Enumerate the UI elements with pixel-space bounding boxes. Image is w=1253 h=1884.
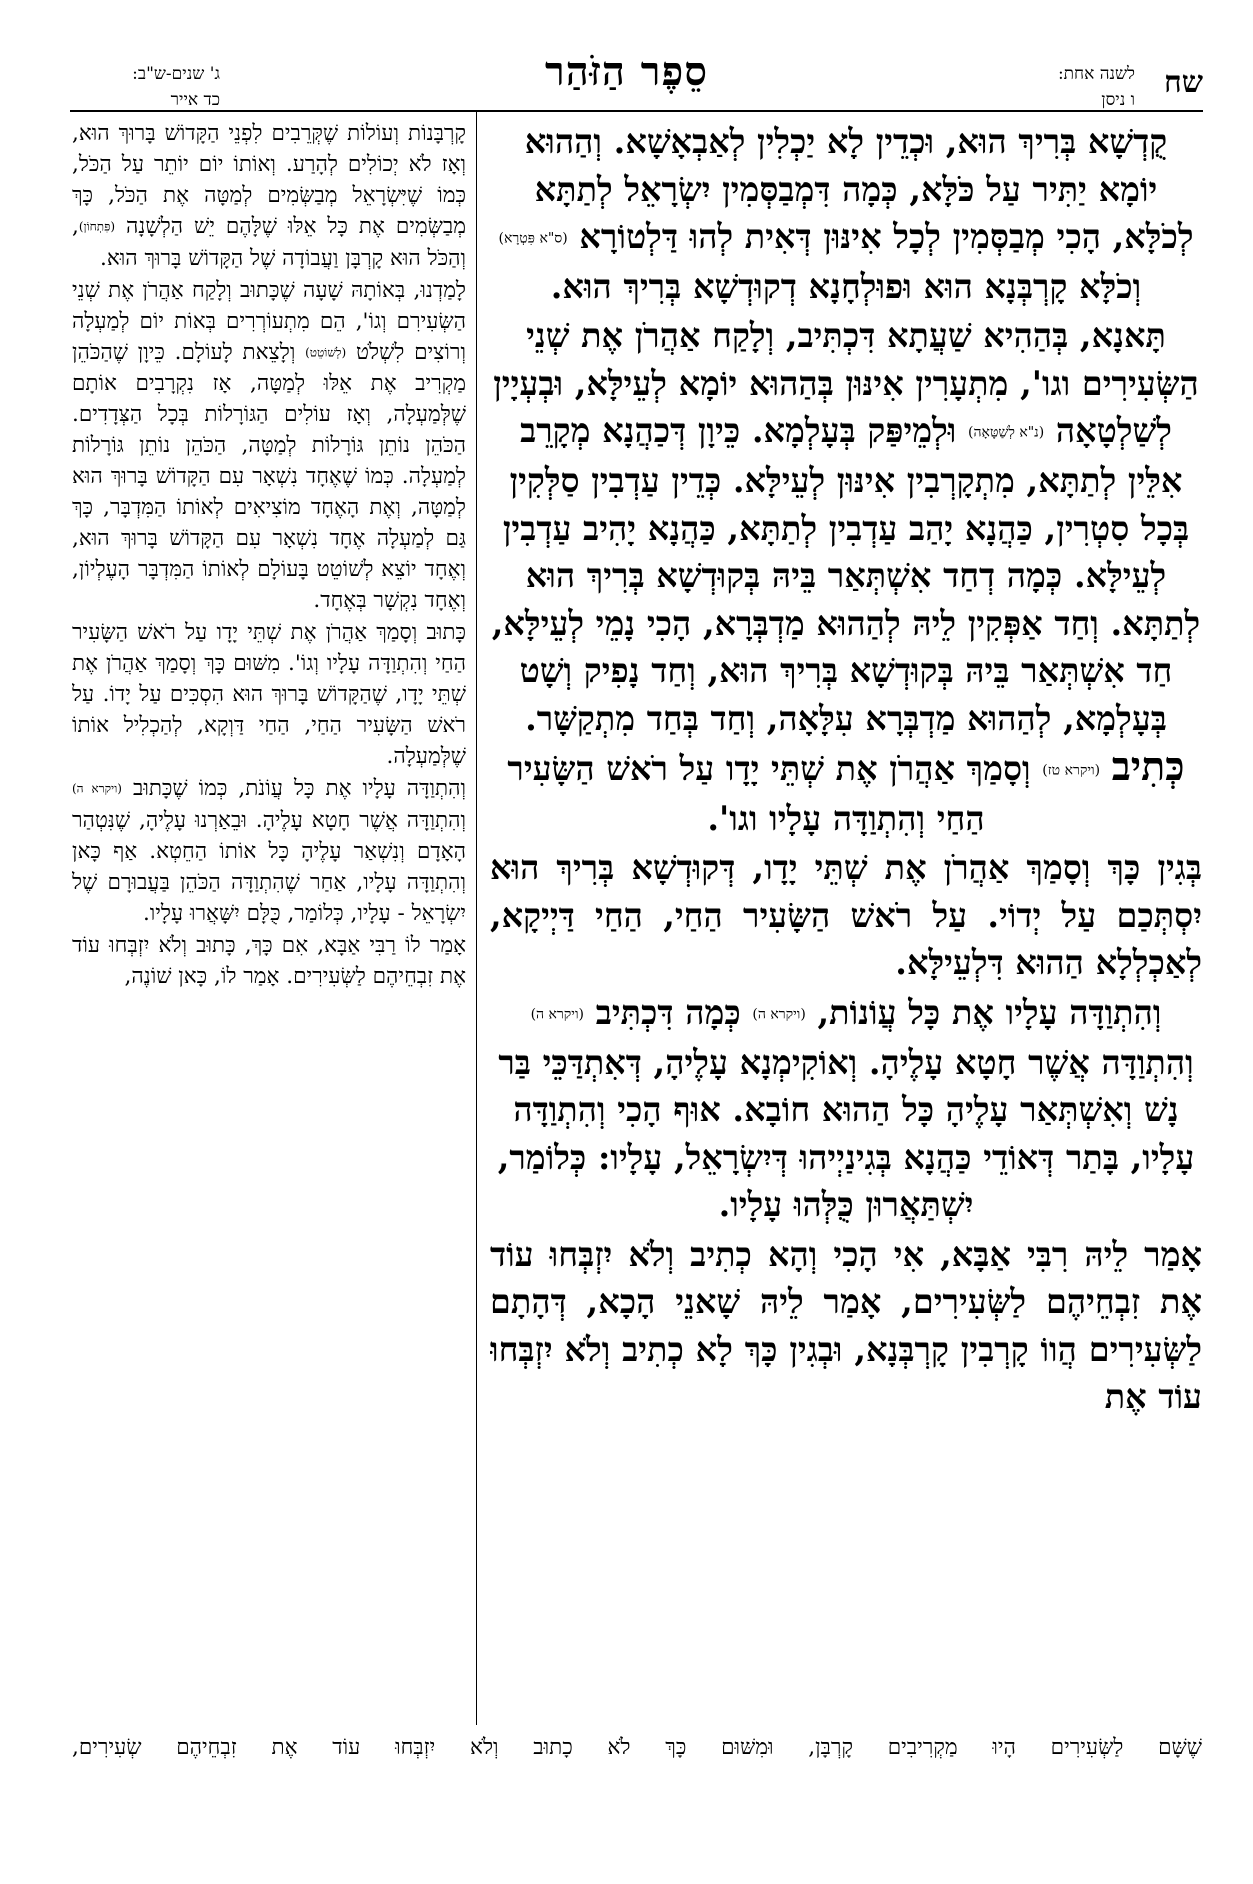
verse-reference: (ויקרא טז) bbox=[1042, 762, 1101, 779]
main-text: וּלְמֵיפַּק בְּעָלְמָא. כֵּיוָן דְּכַהֲנָא מְקָרֵב אִלֵּין לְתַתָּא, מִתְקָרְבִין אִינּוּן לְעֵילָּא. כְּדֵין עַדְבִין סַלְּקִין בְּכָל סִטְרִין, כַּהֲנָא יָהַב עַדְבִין לְתַתָּא, כַּהֲנָא יָהִיב עַדְבִין לְעֵילָּא. כְּמָה דְחַד אִשְׁתְּאַר בֵּיהּ בְּקוּדְשָׁא בְּרִיךְ הוּא לְתַתָּא. וְחַד אַפְּקִין לֵיהּ לְהַהוּא מַדְבְּרָא, הָכִי נָמֵי לְעֵילָּא, חַד אִשְׁתְּאַר בֵּיהּ בְּקוּדְשָׁא בְּרִיךְ הוּא, וְחַד נָפִיק וְשָׁט בְּעָלְמָא, לְהַהוּא מַדְבְּרָא עִלָּאָה, וְחַד בְּחַד מִתְקַשָּׁר. bbox=[491, 411, 1201, 738]
verse-reference: (ויקרא ה) bbox=[752, 1006, 806, 1022]
main-text: כְּמָה דִּכְתִּיב bbox=[595, 992, 741, 1032]
page-title: סֵפֶר הַזֹּהַר bbox=[545, 48, 708, 95]
translation-text: וְהִתְוַדָּה עָלָיו אֶת כָּל עֲוֹנֹת, כְּמוֹ שֶׁכָּתוּב bbox=[132, 776, 466, 801]
main-text: אָמַר לֵיהּ רִבִּי אַבָּא, אִי הָכִי וְהָא כְתִיב וְלֹא יִזְבְּחוּ עוֹד אֶת זִבְחֵיהֶם לַשְּׂעִירִים, אָמַר לֵיהּ שָׁאנֵי הָכָא, דְּהָתָם לַשְּׂעִירִים הֲווֹ קָרְבִין קָרְבְּנָא, וּבְגִין כָּךְ לָא כְתִיב וְלֹא יִזְבְּחוּ עוֹד אֶת bbox=[490, 1234, 1202, 1416]
translation-paragraph-1 bbox=[72, 118, 466, 274]
column-divider bbox=[476, 110, 477, 1725]
translation-text: וְלָצֵאת לָעוֹלָם. כֵּיוָן שֶׁהַכֹּהֵן מַקְרִיב אֶת אֵלּוּ לְמַטָּה, אָז נִקְרָבִים אוֹתָם שֶׁלְּמַעְלָה, וְאָז עוֹלִים הַגּוֹרָלוֹת בְּכָל הַצְּדָדִים. הַכֹּהֵן נוֹתֵן גּוֹרָלוֹת לְמַטָּה, הַכֹּהֵן נוֹתֵן גּוֹרָלוֹת לְמַעְלָה. כְּמוֹ שֶׁאֶחָד נִשְׁאָר עִם הַקָּדוֹשׁ בָּרוּךְ הוּא לְמַטָּה, וְאֶת הָאֶחָד מוֹצִיאִים לְאוֹתוֹ הַמִּדְבָּר, כָּךְ גַּם לְמַעְלָה אֶחָד נִשְׁאָר עִם הַקָּדוֹשׁ בָּרוּךְ הוּא, וְאֶחָד יוֹצֵא לְשׁוֹטֵט בָּעוֹלָם לְאוֹתוֹ הַמִּדְבָּר הָעֶלְיוֹן, וְאֶחָד נִקְשָׁר בְּאֶחָד. bbox=[72, 339, 466, 613]
main-text: וְסָמַךְ אַהֲרֹן אֶת שְׁתֵּי יָדָו עַל רֹאשׁ הַשָּׂעִיר הַחַי וְהִתְוַדָּה עָלָיו וגו'. bbox=[507, 749, 1031, 838]
header-right-line1: לשנה אחת: bbox=[1057, 64, 1135, 84]
main-paragraph-6 bbox=[490, 1231, 1202, 1421]
main-paragraph-1 bbox=[490, 118, 1202, 310]
footer-translation-line: שֶׁשָּׁם לַשְּׂעִירִים הָיוּ מַקְרִיבִים קָרְבָּן, וּמִשּׁוּם כָּךְ לֹא כָתוּב וְלֹא יִזְבְּחוּ עוֹד אֶת זִבְחֵיהֶם שְׂעִירִים, bbox=[72, 1735, 1202, 1760]
main-paragraph-5 bbox=[490, 989, 1202, 1229]
main-paragraph-4 bbox=[490, 844, 1202, 987]
variant-note: (ס"א פִּטְרָא) bbox=[498, 230, 568, 247]
main-text: וְהִתְוַדָּה אֲשֶׁר חָטָא עָלֶיהָ. וְאוֹקִימְנָא עָלֶיהָ, דְּאִתְדַּכֵּי בַּר נָשׁ וְאִשְׁתְּאַר עָלֶיהָ כָּל הַהוּא חוֹבָא. אוּף הָכִי וְהִתְוַדָּה עָלָיו, בָּתַר דְּאוֹדֵי כַּהֲנָא בְּגִינַיְיהוּ דְּיִשְׂרָאֵל, עָלָיו: כְּלוֹמַר, יִשְׁתַּאֲרוּן כֻּלְּהוּ עָלָיו. bbox=[497, 1042, 1195, 1224]
main-text: קֻדְשָׁא בְּרִיךְ הוּא, וּכְדֵין לָא יַכְלִין לְאַבְאָשָׁא. וְהַהוּא יוֹמָא יַתִּיר עַל כֹּלָּא, כְּמָה דִּמְבַסְּמִין יִשְׂרָאֵל לְתַתָּא לְכֹלָּא, הָכִי מְבַסְּמִין לְכָל אִינּוּן דְּאִית לְהוּ דַּלְטוֹרָא bbox=[524, 122, 1194, 256]
translation-text: אָמַר לוֹ רַבִּי אַבָּא, אִם כָּךְ, כָּתוּב וְלֹא יִזְבְּחוּ עוֹד אֶת זִבְחֵיהֶם לַשְּׂעִירִים. אָמַר לוֹ, כָּאן שׁוֹנֶה, bbox=[72, 932, 466, 989]
header-divider bbox=[70, 110, 1203, 112]
main-text: בְּגִין כָּךְ וְסָמַךְ אַהֲרֹן אֶת שְׁתֵּי יָדָו, דְּקוּדְשָׁא בְּרִיךְ הוּא יִסְתְּכַם עַל יְדוֹי. עַל רֹאשׁ הַשָּׂעִיר הַחַי, הַחַי דַּיְיקָא, לְאַכְלְלָא הַהוּא דִּלְעֵילָּא. bbox=[490, 848, 1202, 983]
translation-paragraph-2 bbox=[72, 275, 466, 617]
main-text-column bbox=[490, 118, 1202, 1726]
main-paragraph-2 bbox=[490, 312, 1202, 742]
translation-paragraph-3 bbox=[72, 617, 466, 772]
translation-text: קָרְבָּנוֹת וְעוֹלוֹת שֶׁקְּרֵבִים לִפְנֵי הַקָּדוֹשׁ בָּרוּךְ הוּא, וְאָז לֹא יְכוֹלִים לְהָרַע. וְאוֹתוֹ יוֹם יוֹתֵר עַל הַכֹּל, כְּמוֹ שֶׁיִּשְׂרָאֵל מְבַשְּׂמִים לְמַטָּה אֶת הַכֹּל, כָּךְ מְבַשְּׂמִים אֶת כָּל אֵלּוּ שֶׁלָּהֶם יֵשׁ הַלְשָׁנָה bbox=[72, 121, 466, 239]
variant-note: (נ"א לְשַׁטָּאָה) bbox=[968, 424, 1045, 441]
translation-text: וְהִתְוַדָּה אֲשֶׁר חָטָא עָלֶיהָ. וּבֵאַרְנוּ עָלֶיהָ, שֶׁנִּטְהַר הָאָדָם וְנִשְׁאַר עָלֶיהָ כָּל אוֹתוֹ הַחֵטְא. אַף כָּאן וְהִתְוַדָּה עָלָיו, אַחַר שֶׁהִתְוַדָּה הַכֹּהֵן בַּעֲבוּרָם שֶׁל יִשְׂרָאֵל - עָלָיו, כְּלוֹמַר, כֻּלָּם יִשָּׁאֲרוּ עָלָיו. bbox=[72, 807, 466, 926]
translation-text: כָּתוּב וְסָמַךְ אַהֲרֹן אֶת שְׁתֵּי יָדָו עַל רֹאשׁ הַשָּׂעִיר הַחַי וְהִתְוַדָּה עָלָיו וְגוֹ'. מִשּׁוּם כָּךְ וְסָמַךְ אַהֲרֹן אֶת שְׁתֵּי יָדָו, שֶׁהַקָּדוֹשׁ בָּרוּךְ הוּא הִסְכִּים עַל יָדוֹ. עַל רֹאשׁ הַשָּׂעִיר הַחַי, הַחַי דַּוְקָא, לְהַכְלִיל אוֹתוֹ שֶׁלְּמַעְלָה. bbox=[72, 620, 466, 769]
header-left-line1: ג' שנים-ש"ב: bbox=[132, 64, 220, 84]
page-number: שח bbox=[1164, 65, 1203, 100]
variant-note: (לְשׁוֹטֵט) bbox=[305, 345, 347, 359]
header-left-line2: כד אייר bbox=[170, 90, 220, 110]
main-text: תָּאנָא, בְּהַהִיא שַׁעֲתָא דִּכְתִּיב, וְלָקַח אַהֲרֹן אֶת שְׁנֵי הַשְּׂעִירִים וגו', מִתְעָרִין אִינּוּן בְּהַהוּא יוֹמָא לְעֵילָּא, וּבְעְיָין לְשַׁלְטָאָה bbox=[493, 316, 1199, 451]
translation-column bbox=[72, 118, 466, 1726]
translation-text: לָמַדְנוּ, בְּאוֹתָהּ שָׁעָה שֶׁכָּתוּב וְלָקַח אַהֲרֹן אֶת שְׁנֵי הַשְּׂעִירִם וְגוֹ', הֵם מִתְעוֹרְרִים בְּאוֹת יוֹם לְמַעְלָה וְרוֹצִים לִשְׁלֹט bbox=[72, 277, 466, 365]
main-text: כְּתִיב bbox=[1111, 744, 1185, 790]
translation-paragraph-4 bbox=[72, 773, 466, 929]
header-right-line2: ו ניסן bbox=[1101, 90, 1135, 110]
translation-text: , וְהַכֹּל הוּא קָרְבָּן וַעֲבוֹדָה שֶׁל הַקָּדוֹשׁ בָּרוּךְ הוּא. bbox=[72, 214, 466, 271]
header-left bbox=[70, 55, 320, 115]
main-text: וְהִתְוַדָּה עָלָיו אֶת כָּל עֲוֹנוֹת, bbox=[817, 992, 1162, 1032]
variant-note: (פִּתְחוֹן) bbox=[78, 219, 116, 234]
verse-reference: (ויקרא ה) bbox=[530, 1006, 585, 1022]
translation-paragraph-5 bbox=[72, 930, 466, 992]
verse-reference: (ויקרא ה) bbox=[72, 781, 122, 796]
main-paragraph-3 bbox=[490, 744, 1202, 842]
main-text: וְכֹלָּא קָרְבְּנָא הוּא וּפוּלְחָנָא דְקוּדְשָׁא בְּרִיךְ הוּא. bbox=[550, 266, 1142, 306]
header-left-info bbox=[70, 61, 220, 113]
